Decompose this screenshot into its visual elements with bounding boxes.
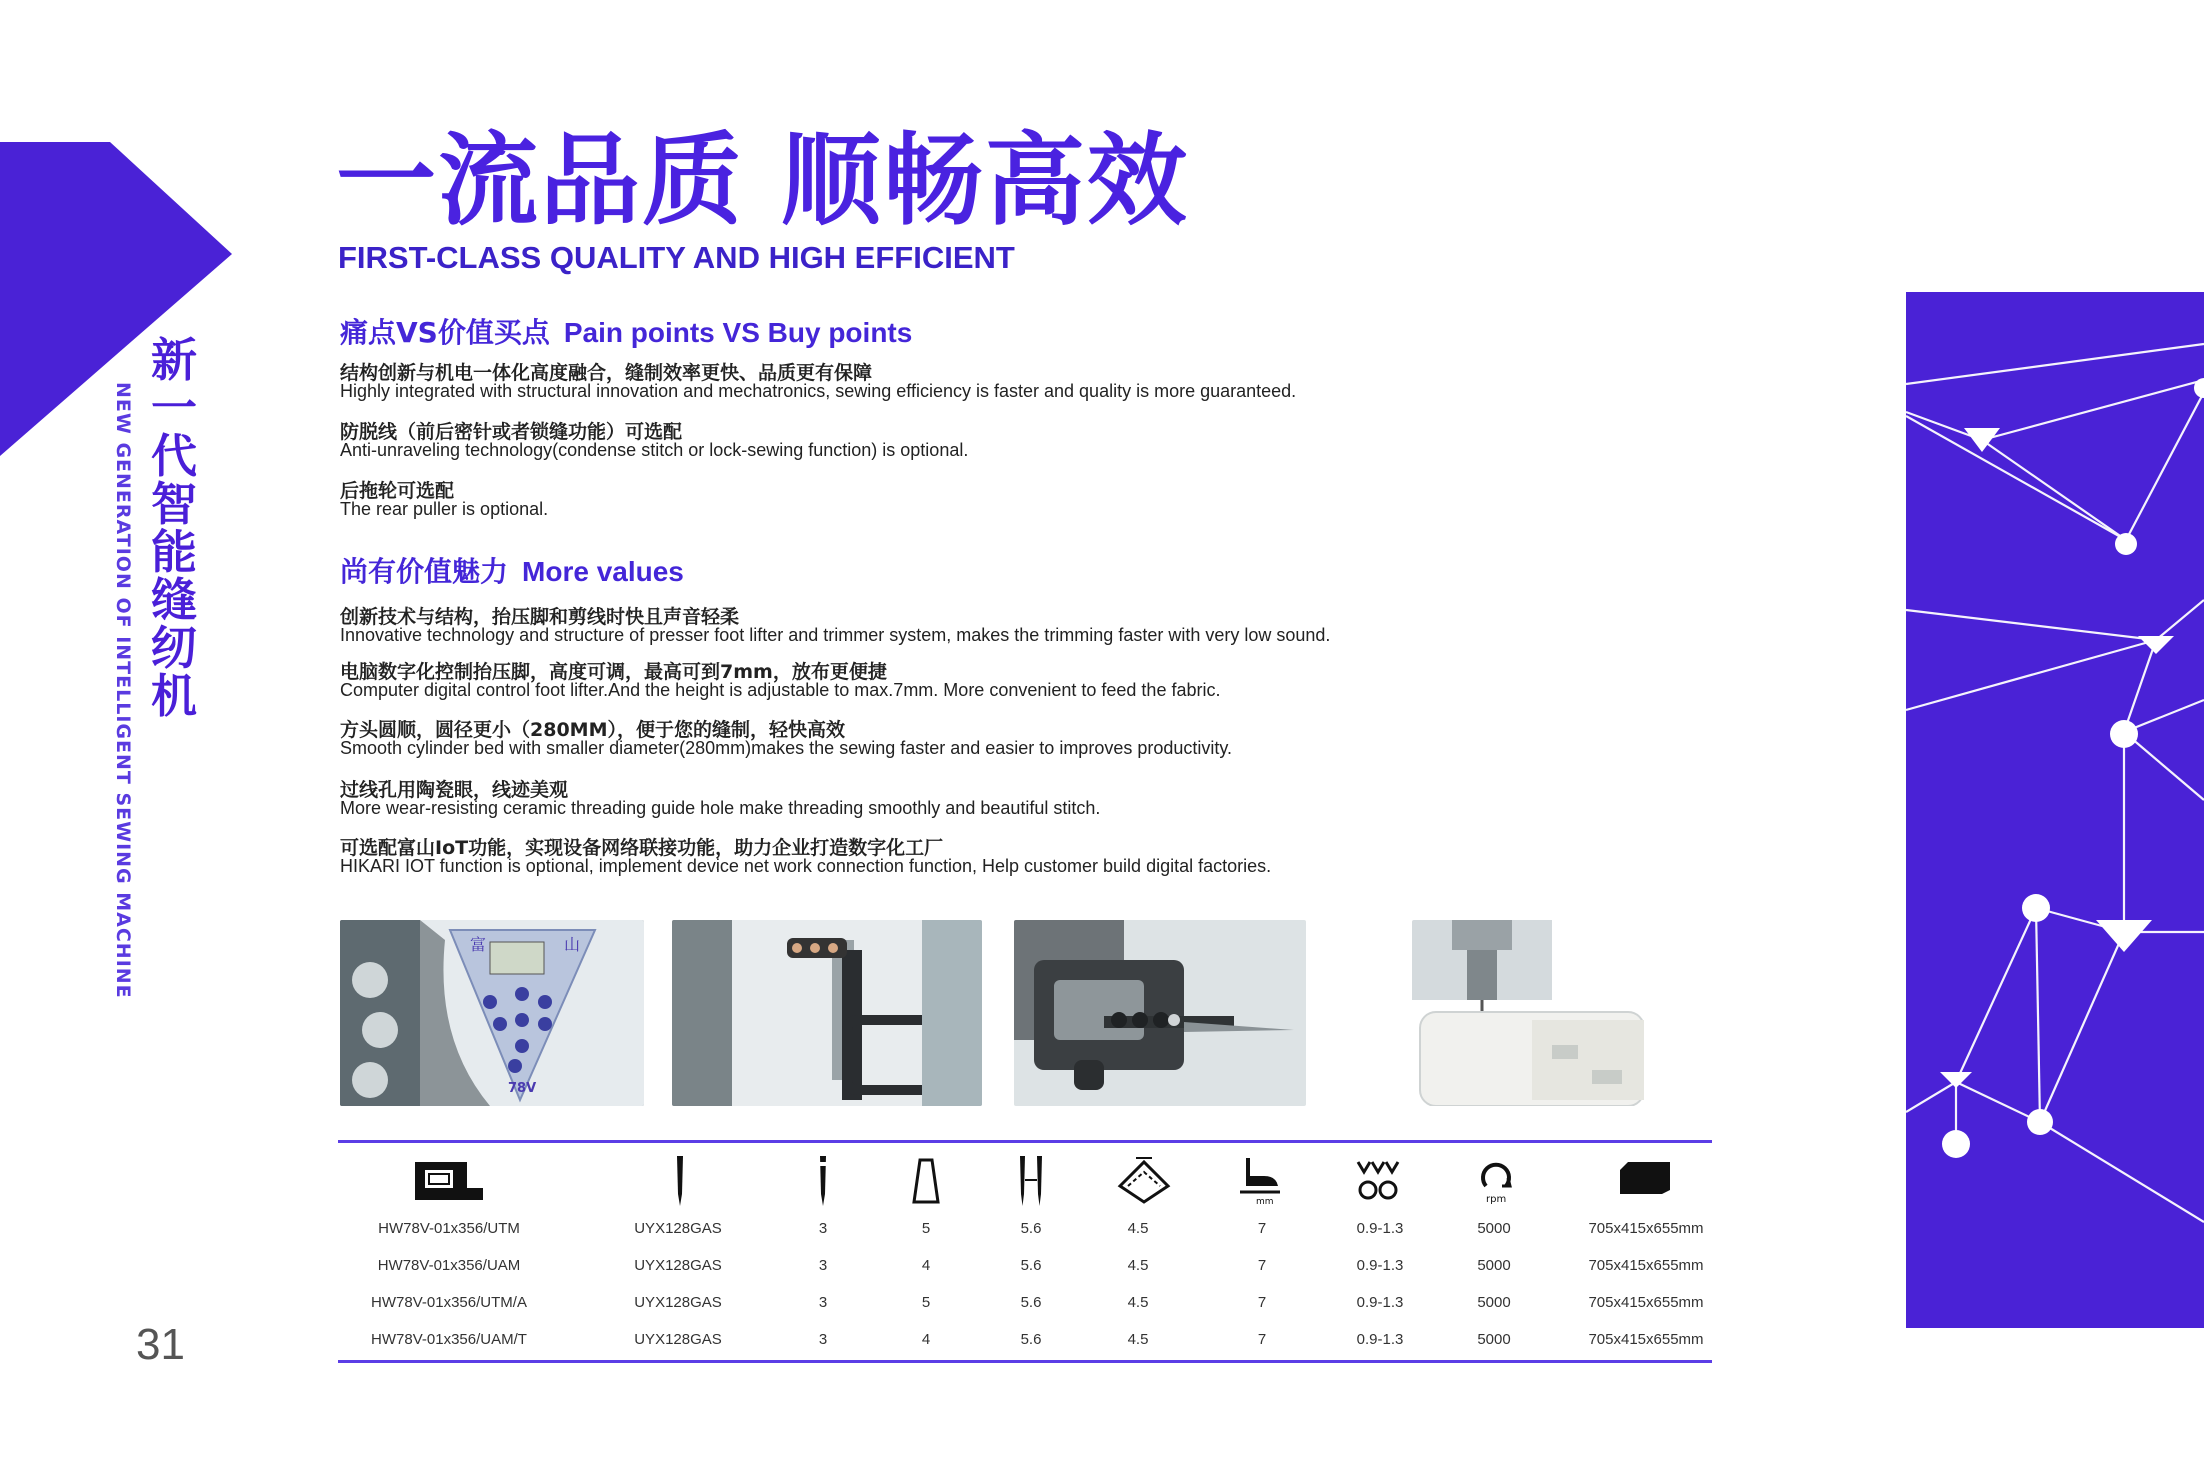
table-cell: 5000 bbox=[1477, 1220, 1511, 1237]
thread-cone-icon bbox=[912, 1158, 940, 1204]
vertical-title-char: 一 bbox=[151, 381, 197, 435]
pain-point-en: Anti-unraveling technology(condense stitch or lock-sewing function) is optional. bbox=[340, 440, 969, 460]
page-title-cn: 一流品质 顺畅高效 bbox=[336, 122, 1189, 239]
pain-points-heading-cn: 痛点VS价值买点 bbox=[340, 316, 550, 349]
table-cell: 5000 bbox=[1477, 1294, 1511, 1311]
table-cell: 5000 bbox=[1477, 1257, 1511, 1274]
needle-count-icon bbox=[813, 1156, 833, 1206]
table-bottom-rule bbox=[338, 1360, 1712, 1363]
table-cell: 4.5 bbox=[1127, 1331, 1149, 1348]
table-cell: HW78V-01x356/UAM/T bbox=[371, 1331, 527, 1348]
table-cell: 5.6 bbox=[1020, 1331, 1042, 1348]
table-cell: HW78V-01x356/UTM bbox=[378, 1220, 520, 1237]
value-point-cn: 电脑数字化控制抬压脚，高度可调，最高可到7mm，放布更便捷 bbox=[340, 661, 887, 683]
value-point-en: Innovative technology and structure of presser foot lifter and trimmer system, makes the trimming faster with very low sound. bbox=[340, 625, 1331, 645]
table-cell: 5.6 bbox=[1020, 1294, 1042, 1311]
table-cell: 7 bbox=[1257, 1257, 1267, 1274]
mm-label: mm bbox=[1256, 1197, 1274, 1206]
vertical-title-char: 缝 bbox=[151, 573, 197, 627]
table-cell: 3 bbox=[818, 1294, 828, 1311]
pain-point-cn: 后拖轮可选配 bbox=[340, 480, 455, 502]
vertical-title-cn bbox=[148, 333, 200, 723]
table-cell: UYX128GAS bbox=[634, 1257, 722, 1274]
table-cell: 0.9-1.3 bbox=[1356, 1331, 1404, 1348]
needle-system-icon bbox=[670, 1156, 690, 1206]
table-cell: UYX128GAS bbox=[634, 1294, 722, 1311]
table-cell: HW78V-01x356/UTM/A bbox=[371, 1294, 527, 1311]
vertical-title-char: 纫 bbox=[151, 621, 197, 675]
table-cell: 705x415x655mm bbox=[1588, 1220, 1704, 1237]
table-cell: 7 bbox=[1257, 1331, 1267, 1348]
more-values-heading-cn: 尚有价值魅力 bbox=[340, 555, 509, 588]
pain-point-en: Highly integrated with structural innovation and mechatronics, sewing efficiency is faster and quality is more guaranteed. bbox=[340, 381, 1297, 401]
rpm-label: rpm bbox=[1486, 1194, 1507, 1205]
machine-icon bbox=[413, 1158, 485, 1204]
pain-points-heading-en: Pain points VS Buy points bbox=[563, 317, 913, 348]
table-cell: 7 bbox=[1257, 1294, 1267, 1311]
more-values-heading bbox=[340, 550, 684, 590]
pain-point-cn: 结构创新与机电一体化高度融合，缝制效率更快、品质更有保障 bbox=[340, 362, 873, 384]
panel-model: 78V bbox=[508, 1081, 537, 1096]
thread-guide-photo bbox=[672, 920, 982, 1106]
table-cell: 5.6 bbox=[1020, 1220, 1042, 1237]
page-title-en: FIRST-CLASS QUALITY AND HIGH EFFICIENT bbox=[338, 240, 1015, 275]
presser-foot-height-icon bbox=[1240, 1158, 1280, 1206]
table-cell: 4 bbox=[921, 1331, 931, 1348]
needle-gauge-icon bbox=[1016, 1156, 1046, 1206]
table-cell: 4.5 bbox=[1127, 1257, 1149, 1274]
stitch-length-icon bbox=[1116, 1156, 1172, 1206]
vertical-title-char: 能 bbox=[151, 525, 197, 579]
table-cell: 4.5 bbox=[1127, 1294, 1149, 1311]
value-point-cn: 过线孔用陶瓷眼，线迹美观 bbox=[340, 779, 569, 801]
table-cell: 705x415x655mm bbox=[1588, 1331, 1704, 1348]
speed-rpm-icon bbox=[1478, 1158, 1514, 1206]
network-graphic-panel bbox=[1906, 292, 2204, 1328]
value-point-en: HIKARI IOT function is optional, implement device net work connection function, Help customer build digital factories. bbox=[340, 856, 1272, 876]
table-cell: 705x415x655mm bbox=[1588, 1257, 1704, 1274]
panel-brand-left: 富 bbox=[470, 935, 487, 954]
value-point-cn: 可选配富山IoT功能，实现设备网络联接功能，助力企业打造数字化工厂 bbox=[340, 837, 944, 859]
value-point-cn: 方头圆顺，圆径更小（280MM），便于您的缝制，轻快高效 bbox=[340, 719, 845, 741]
table-cell: UYX128GAS bbox=[634, 1220, 722, 1237]
table-cell: 0.9-1.3 bbox=[1356, 1220, 1404, 1237]
table-cell: 7 bbox=[1257, 1220, 1267, 1237]
table-cell: 5 bbox=[921, 1294, 931, 1311]
vertical-subtitle-en: NEW GENERATION OF INTELLIGENT SEWING MACHINE bbox=[112, 382, 134, 999]
value-point-en: Smooth cylinder bed with smaller diameter(280mm)makes the sewing faster and easier to improves productivity. bbox=[340, 738, 1233, 758]
table-cell: 5 bbox=[921, 1220, 931, 1237]
vertical-title-char: 代 bbox=[151, 429, 197, 483]
table-cell: 3 bbox=[818, 1331, 828, 1348]
pain-points-heading bbox=[340, 311, 912, 351]
table-cell: UYX128GAS bbox=[634, 1331, 722, 1348]
vertical-title-char: 新 bbox=[151, 333, 197, 387]
value-point-en: Computer digital control foot lifter.And the height is adjustable to max.7mm. More convenient to feed the fabric. bbox=[340, 680, 1221, 700]
table-cell: 0.9-1.3 bbox=[1356, 1294, 1404, 1311]
needle-head-photo bbox=[1412, 920, 1644, 1106]
pain-point-cn: 防脱线（前后密针或者锁缝功能）可选配 bbox=[340, 421, 683, 443]
value-point-en: More wear-resisting ceramic threading guide hole make threading smoothly and beautiful stitch. bbox=[340, 798, 1101, 818]
trimmer-mechanism-photo bbox=[1014, 920, 1306, 1106]
page-number: 31 bbox=[136, 1320, 185, 1369]
control-panel-photo bbox=[340, 920, 644, 1106]
table-cell: HW78V-01x356/UAM bbox=[377, 1257, 521, 1274]
vertical-title-char: 智 bbox=[151, 477, 197, 531]
table-cell: 4 bbox=[921, 1257, 931, 1274]
dimensions-icon bbox=[1618, 1160, 1672, 1196]
differential-feed-icon bbox=[1356, 1158, 1400, 1204]
pain-point-en: The rear puller is optional. bbox=[340, 499, 549, 519]
panel-brand-right: 山 bbox=[564, 935, 581, 954]
table-cell: 5000 bbox=[1477, 1331, 1511, 1348]
more-values-heading-en: More values bbox=[522, 556, 684, 587]
table-cell: 3 bbox=[818, 1257, 828, 1274]
table-cell: 5.6 bbox=[1020, 1257, 1042, 1274]
vertical-title-char: 机 bbox=[151, 669, 197, 723]
table-top-rule bbox=[338, 1140, 1712, 1143]
table-cell: 3 bbox=[818, 1220, 828, 1237]
table-cell: 0.9-1.3 bbox=[1356, 1257, 1404, 1274]
table-cell: 4.5 bbox=[1127, 1220, 1149, 1237]
table-cell: 705x415x655mm bbox=[1588, 1294, 1704, 1311]
value-point-cn: 创新技术与结构，抬压脚和剪线时快且声音轻柔 bbox=[340, 606, 740, 628]
